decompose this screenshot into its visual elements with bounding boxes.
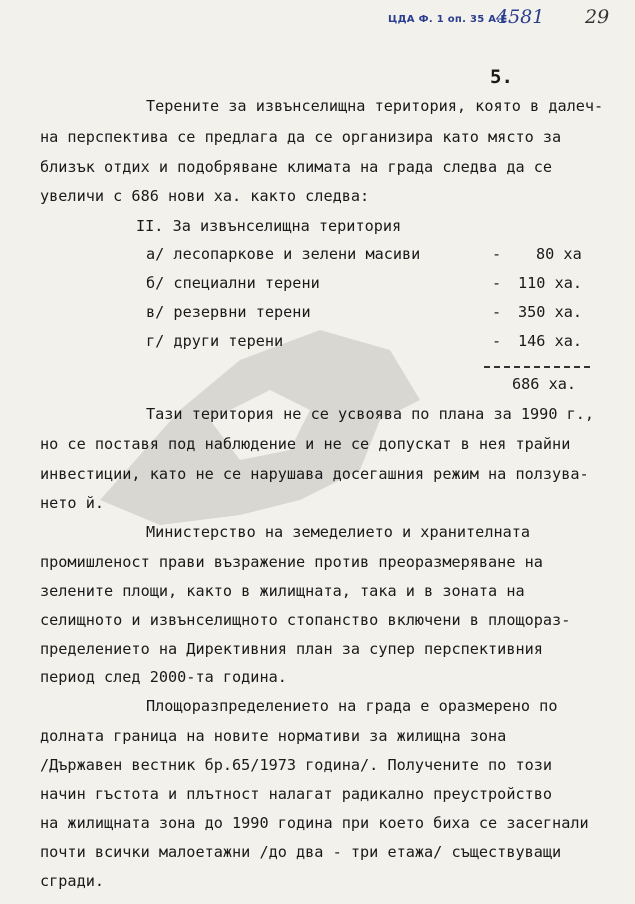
- paragraph-2-line: Тази територия не се усвоява по плана за 1990 г.,: [146, 405, 595, 423]
- row-dash: -: [492, 274, 502, 292]
- sum-divider: [484, 366, 590, 368]
- paragraph-1-line: увеличи с 686 нови ха. както следва:: [40, 187, 370, 205]
- table-row: [146, 245, 635, 265]
- row-label: г/ други терени: [146, 332, 284, 350]
- paragraph-3-line: Министерство на земеделието и хранителната: [146, 523, 531, 541]
- paragraph-3-line: промишленост прави възражение против преоразмеряване на: [40, 553, 543, 571]
- paragraph-1-line: Терените за извънселищна територия, която в далеч-: [146, 97, 604, 115]
- row-label: в/ резервни терени: [146, 303, 311, 321]
- row-dash: -: [492, 332, 502, 350]
- paragraph-4-line: долната граница на новите нормативи за жилищна зона: [40, 727, 507, 745]
- paragraph-4-line: почти всички малоетажни /до два - три етажа/ съществуващи: [40, 843, 562, 861]
- row-value: 110 ха.: [518, 274, 583, 292]
- row-dash: -: [492, 303, 502, 321]
- row-label: б/ специални терени: [146, 274, 320, 292]
- section-heading: II. За извънселищна територия: [136, 217, 402, 235]
- paragraph-4-line: Площоразпределението на града е оразмерено по: [146, 697, 558, 715]
- table-row: [146, 332, 635, 352]
- row-value: 350 ха.: [518, 303, 583, 321]
- row-value: 80 ха: [536, 245, 582, 263]
- paragraph-4-line: /Държавен вестник бр.65/1973 година/. Получените по този: [40, 756, 553, 774]
- page-number: 5.: [490, 66, 513, 88]
- table-row: [146, 303, 635, 323]
- paragraph-1-line: на перспектива се предлага да се организира като място за: [40, 128, 562, 146]
- archive-unit-number: 4581: [496, 6, 545, 28]
- paragraph-4-line: начин гъстота и плътност налагат радикално преустройство: [40, 785, 553, 803]
- paragraph-4-line: сгради.: [40, 872, 105, 890]
- sheet-number: 29: [585, 6, 610, 28]
- paragraph-3-line: зелените площи, както в жилищната, така и в зоната на: [40, 582, 525, 600]
- paragraph-3-line: селищното и извънселищното стопанство включени в площораз-: [40, 611, 571, 629]
- paragraph-2-line: инвестиции, като не се нарушава досегашния режим на ползува-: [40, 465, 589, 483]
- section-total: 686 ха.: [512, 375, 577, 393]
- paragraph-4-line: на жилищната зона до 1990 година при което биха се засегнали: [40, 814, 589, 832]
- row-value: 146 ха.: [518, 332, 583, 350]
- archive-stamp: ЦДА Ф. 1 оп. 35 А.Е.: [388, 14, 512, 25]
- paragraph-2-line: но се поставя под наблюдение и не се допускат в нея трайни: [40, 435, 571, 453]
- paragraph-2-line: нето й.: [40, 494, 105, 512]
- paragraph-1-line: близък отдих и подобряване климата на града следва да се: [40, 158, 553, 176]
- paragraph-3-line: пределението на Директивния план за супер перспективния: [40, 640, 543, 658]
- row-label: а/ лесопаркове и зелени масиви: [146, 245, 421, 263]
- row-dash: -: [492, 245, 502, 263]
- table-row: [146, 274, 635, 294]
- paragraph-3-line: период след 2000-та година.: [40, 668, 287, 686]
